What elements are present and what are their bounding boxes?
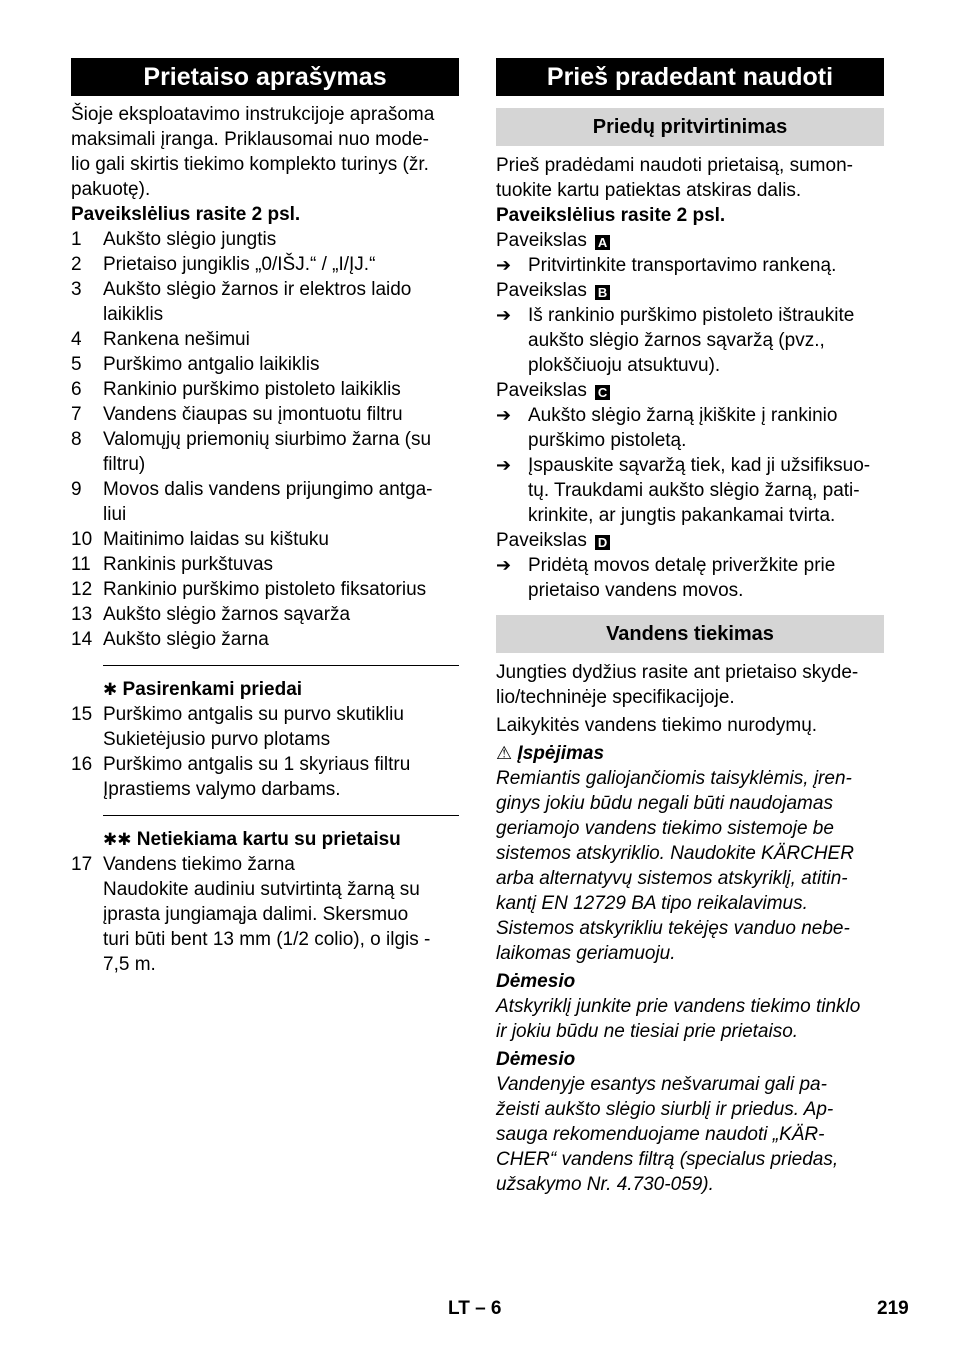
step-text-line: tų. Traukdami aukšto slėgio žarną, pati- (528, 480, 860, 501)
text-line: sauga rekomenduojame naudoti „KÄR- (496, 1124, 825, 1145)
step-text (528, 403, 884, 453)
right-column (496, 58, 884, 1197)
step-text (528, 303, 884, 378)
step-text (528, 253, 884, 278)
figure-word: Paveikslas (496, 530, 587, 551)
divider (103, 815, 459, 816)
item-text (103, 477, 459, 527)
item-text-line: filtru) (103, 454, 146, 475)
item-number: 3 (71, 279, 82, 300)
item-text-line: Purškimo antgalio laikiklis (103, 354, 320, 375)
figure-label-c (496, 378, 884, 403)
step-text-line: krinkite, ar jungtis pakankamai tvirta. (528, 505, 836, 526)
arrow-right-icon: ➔ (496, 405, 512, 425)
list-item (71, 752, 459, 802)
component-list (71, 227, 459, 652)
step-text-line: Iš rankinio purškimo pistoleto ištraukite (528, 305, 855, 326)
step-text (528, 453, 884, 528)
intro-paragraph (71, 102, 459, 202)
list-item (71, 477, 459, 527)
item-text (103, 852, 459, 977)
figure-a-steps (496, 253, 884, 278)
list-item (71, 702, 459, 752)
warning-text (496, 766, 884, 966)
text-line: Sistemos atskyrikliu tekėjęs vanduo nebe- (496, 918, 850, 939)
figure-label-d (496, 528, 884, 553)
text-line: laikomas geriamuoju. (496, 943, 676, 964)
item-number: 2 (71, 254, 82, 275)
list-item (71, 252, 459, 277)
item-text-line: Aukšto slėgio žarnos ir elektros laido (103, 279, 412, 300)
item-text-line: Rankinio purškimo pistoleto fiksatorius (103, 579, 427, 600)
item-number: 4 (71, 329, 82, 350)
step-text-line: aukšto slėgio žarnos sąvaržą (pvz., (528, 330, 825, 351)
item-number: 9 (71, 479, 82, 500)
item-text (103, 577, 459, 602)
optional-heading-text: Pasirenkami priedai (122, 679, 303, 700)
instruction-step (496, 553, 884, 603)
text-line: ir jokiu būdu ne tiesiai prie prietaiso. (496, 1021, 799, 1042)
item-text-line: Vandens tiekimo žarna (103, 854, 295, 875)
intro-line: maksimali įranga. Priklausomai nuo mode- (71, 129, 429, 150)
text-line: Atskyriklį junkite prie vandens tiekimo tinklo (496, 996, 861, 1017)
arrow-right-icon: ➔ (496, 255, 512, 275)
figure-label-b (496, 278, 884, 303)
figure-word: Paveikslas (496, 280, 587, 301)
list-item (71, 327, 459, 352)
item-number: 5 (71, 354, 82, 375)
arrow-right-icon: ➔ (496, 555, 512, 575)
item-text-line: Aukšto slėgio žarnos sąvarža (103, 604, 351, 625)
not-included-heading (103, 827, 459, 852)
text-line: arba alternatyvų sistemos atskyriklį, atitin- (496, 868, 848, 889)
divider (103, 665, 459, 666)
item-text-line: Aukšto slėgio jungtis (103, 229, 277, 250)
asterisk-icon: ✱ (103, 680, 118, 699)
optional-accessories-list (71, 702, 459, 802)
item-text-line: Sukietėjusio purvo plotams (103, 729, 331, 750)
arrow-right-icon: ➔ (496, 455, 512, 475)
text-line: geriamojo vandens tiekimo sistemoje be (496, 818, 834, 839)
figure-letter-badge: A (595, 235, 610, 250)
text-line: Jungties dydžius rasite ant prietaiso skyde- (496, 662, 859, 683)
instruction-step (496, 403, 884, 453)
item-text-line: 7,5 m. (103, 954, 156, 975)
caution-heading: Dėmesio (496, 971, 576, 992)
instruction-step (496, 453, 884, 528)
item-text-line: turi būti bent 13 mm (1/2 colio), o ilgis - (103, 929, 431, 950)
item-text-line: Vandens čiaupas su įmontuotu filtru (103, 404, 403, 425)
section-heading-device-description: Prietaiso aprašymas (71, 58, 459, 96)
figure-word: Paveikslas (496, 230, 587, 251)
text-line: Remiantis galiojančiomis taisyklėmis, įren- (496, 768, 852, 789)
instruction-step (496, 253, 884, 278)
section-heading-before-use: Prieš pradedant naudoti (496, 58, 884, 96)
text-line: ginys jokiu būdu negali būti naudojamas (496, 793, 833, 814)
item-number: 10 (71, 529, 93, 550)
step-text-line: purškimo pistoletą. (528, 430, 687, 451)
not-included-heading-text: Netiekiama kartu su prietaisu (136, 829, 401, 850)
text-line: sistemos atskyriklio. Naudokite KÄRCHER (496, 843, 854, 864)
optional-accessories-heading (103, 677, 459, 702)
item-text-line: Rankinio purškimo pistoleto laikiklis (103, 379, 401, 400)
list-item (71, 402, 459, 427)
figures-reference: Paveikslėlius rasite 2 psl. (71, 204, 301, 225)
item-text-line: Aukšto slėgio žarna (103, 629, 269, 650)
item-text (103, 252, 459, 277)
step-text-line: prietaiso vandens movos. (528, 580, 744, 601)
list-item (71, 577, 459, 602)
intro-line: pakuotę). (71, 179, 151, 200)
list-item (71, 627, 459, 652)
item-number: 13 (71, 604, 93, 625)
item-text (103, 752, 459, 802)
item-text-line: Įprastiems valymo darbams. (103, 779, 341, 800)
item-text-line: įprasta jungiamąja dalimi. Skersmuo (103, 904, 409, 925)
figure-word: Paveikslas (496, 380, 587, 401)
step-text (528, 553, 884, 603)
text-line: užsakymo Nr. 4.730-059). (496, 1174, 714, 1195)
item-text (103, 427, 459, 477)
list-item (71, 427, 459, 477)
item-text-line: laikiklis (103, 304, 164, 325)
text-line: Prieš pradėdami naudoti prietaisą, sumon- (496, 155, 853, 176)
figure-c-steps (496, 403, 884, 528)
item-text (103, 702, 459, 752)
warning-title: Įspėjimas (517, 743, 605, 764)
list-item (71, 552, 459, 577)
figure-letter-badge: D (595, 535, 610, 550)
item-text (103, 277, 459, 327)
figure-d-steps (496, 553, 884, 603)
subheading-water-supply: Vandens tiekimas (496, 615, 884, 653)
arrow-right-icon: ➔ (496, 305, 512, 325)
item-text (103, 602, 459, 627)
item-text (103, 377, 459, 402)
text-line: tuokite kartu patiektas atskiras dalis. (496, 180, 802, 201)
list-item (71, 527, 459, 552)
list-item (71, 602, 459, 627)
text-line: Laikykitės vandens tiekimo nurodymų. (496, 715, 818, 736)
item-number: 11 (71, 554, 91, 575)
step-text-line: Pridėtą movos detalę priveržkite prie (528, 555, 836, 576)
item-text-line: Prietaiso jungiklis „0/IŠJ.“ / „I/ĮJ.“ (103, 254, 376, 275)
list-item (71, 852, 459, 977)
item-text-line: liui (103, 504, 127, 525)
step-text-line: Pritvirtinkite transportavimo rankeną. (528, 255, 837, 276)
item-text-line: Valomųjų priemonių siurbimo žarna (su (103, 429, 432, 450)
left-column (71, 58, 459, 977)
item-number: 1 (71, 229, 82, 250)
intro-line: Šioje eksploatavimo instrukcijoje aprašoma (71, 104, 435, 125)
item-number: 12 (71, 579, 93, 600)
list-item (71, 277, 459, 327)
caution-text (496, 994, 884, 1044)
item-text (103, 402, 459, 427)
item-text-line: Maitinimo laidas su kištuku (103, 529, 329, 550)
text-line: kantį EN 12729 BA tipo reikalavimus. (496, 893, 808, 914)
footer-language-page: LT – 6 (448, 1298, 502, 1319)
text-line: žeisti aukšto slėgio siurblį ir priedus. Ap- (496, 1099, 834, 1120)
figure-label-a (496, 228, 884, 253)
item-text-line: Movos dalis vandens prijungimo antga- (103, 479, 433, 500)
item-text (103, 552, 459, 577)
figure-letter-badge: B (595, 285, 610, 300)
item-text-line: Purškimo antgalis su 1 skyriaus filtru (103, 754, 411, 775)
warning-triangle-icon: ⚠ (496, 743, 513, 763)
item-number: 15 (71, 704, 93, 725)
figure-letter-badge: C (595, 385, 610, 400)
item-number: 6 (71, 379, 82, 400)
item-text (103, 352, 459, 377)
item-number: 8 (71, 429, 82, 450)
item-number: 7 (71, 404, 82, 425)
step-text-line: plokščiuoju atsuktuvu). (528, 355, 721, 376)
item-text (103, 327, 459, 352)
figure-b-steps (496, 303, 884, 378)
footer-page-number: 219 (877, 1298, 909, 1319)
item-text (103, 227, 459, 252)
double-asterisk-icon: ✱✱ (103, 830, 132, 849)
step-text-line: Įspauskite sąvaržą tiek, kad ji užsifiksuo- (528, 455, 871, 476)
item-number: 17 (71, 854, 93, 875)
text-line: CHER“ vandens filtrą (specialus priedas, (496, 1149, 839, 1170)
list-item (71, 227, 459, 252)
item-number: 14 (71, 629, 93, 650)
instruction-step (496, 303, 884, 378)
figures-reference: Paveikslėlius rasite 2 psl. (496, 205, 726, 226)
step-text-line: Aukšto slėgio žarną įkiškite į rankinio (528, 405, 838, 426)
warning-heading (496, 741, 884, 766)
list-item (71, 352, 459, 377)
item-text (103, 527, 459, 552)
not-included-list (71, 852, 459, 977)
list-item (71, 377, 459, 402)
item-text (103, 627, 459, 652)
item-text-line: Naudokite audiniu sutvirtintą žarną su (103, 879, 420, 900)
caution-heading: Dėmesio (496, 1049, 576, 1070)
text-line: lio/techninėje specifikacijoje. (496, 687, 735, 708)
item-text-line: Rankena nešimui (103, 329, 250, 350)
item-number: 16 (71, 754, 93, 775)
item-text-line: Rankinis purkštuvas (103, 554, 274, 575)
subheading-accessory-mounting: Priedų pritvirtinimas (496, 108, 884, 146)
caution-text (496, 1072, 884, 1197)
intro-line: lio gali skirtis tiekimo komplekto turinys (žr. (71, 154, 429, 175)
text-line: Vandenyje esantys nešvarumai gali pa- (496, 1074, 827, 1095)
item-text-line: Purškimo antgalis su purvo skutikliu (103, 704, 404, 725)
